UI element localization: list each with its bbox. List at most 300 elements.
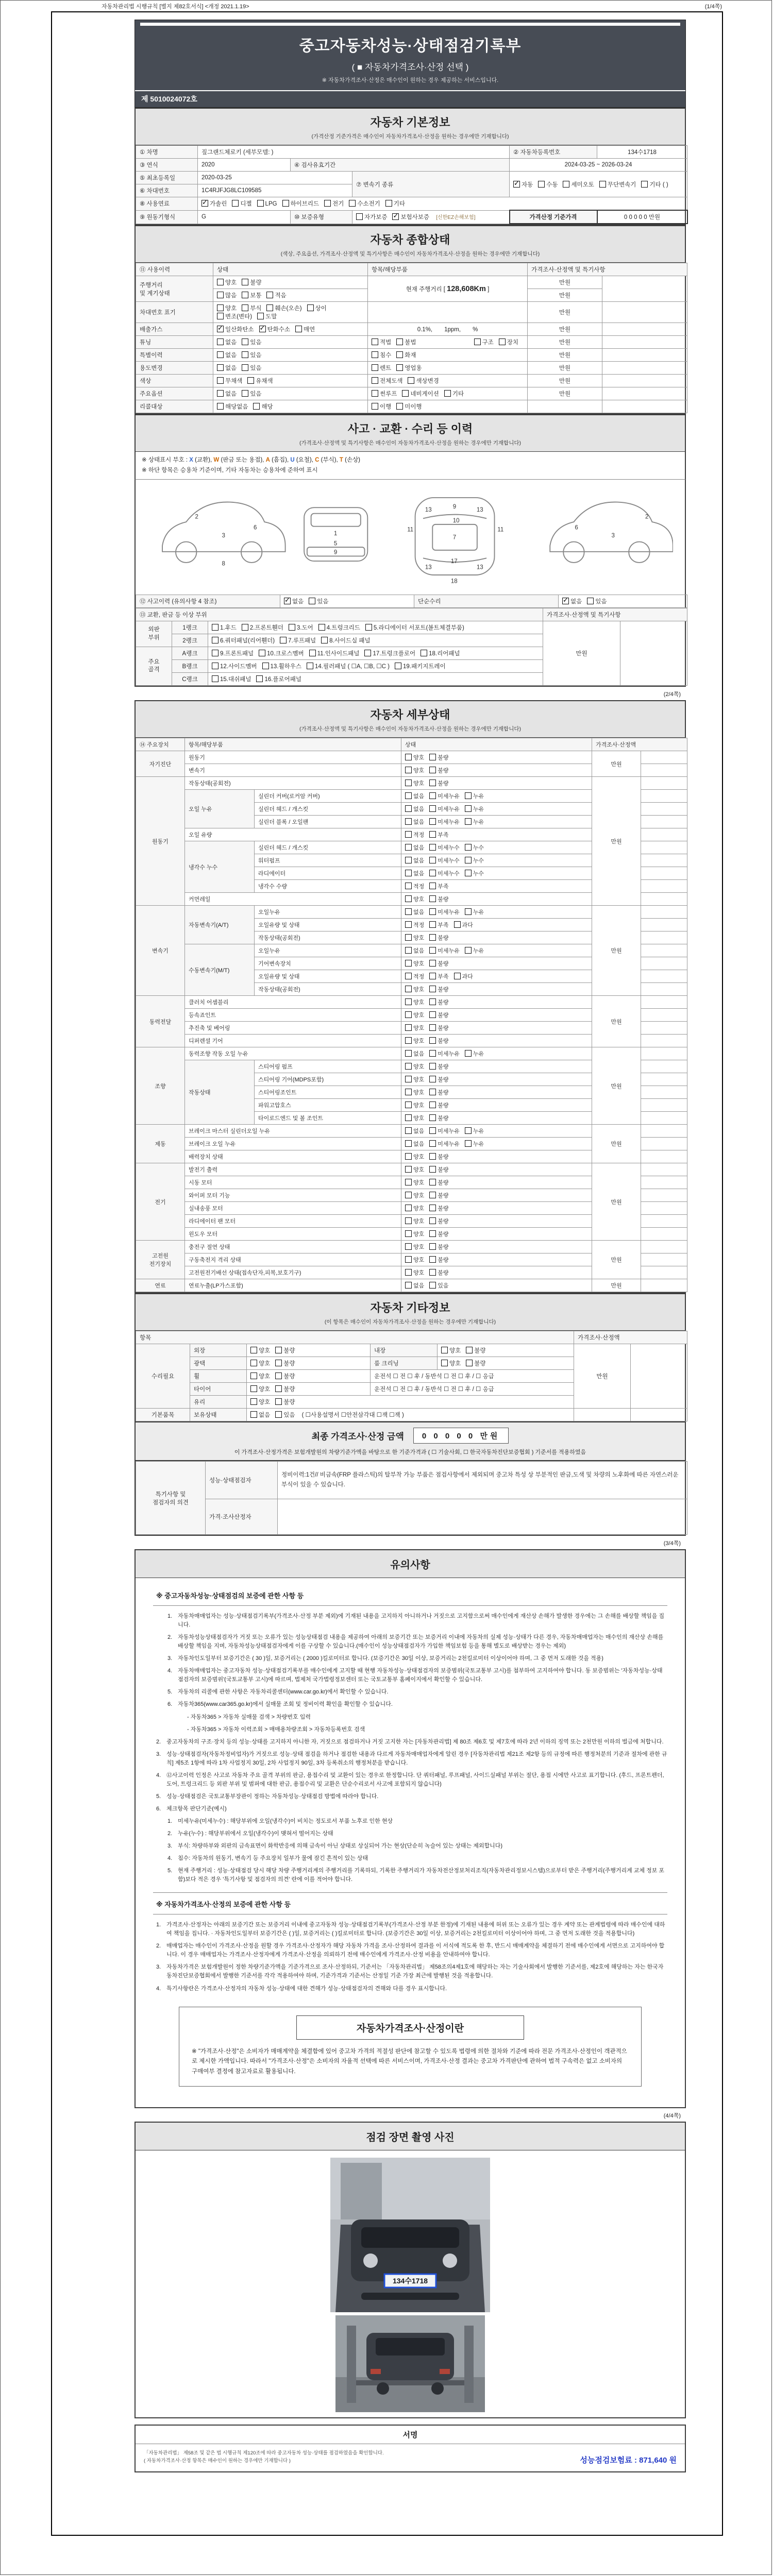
unchecked-checkbox-icon: [242, 364, 248, 371]
checkbox-option[interactable]: 11.인사이드패널: [309, 649, 360, 657]
checkbox-option[interactable]: 양호: [405, 1191, 424, 1199]
svg-text:2: 2: [645, 514, 649, 520]
checkbox-option[interactable]: 불량: [275, 1359, 295, 1367]
checkbox-option[interactable]: 적정: [405, 972, 424, 980]
unchecked-checkbox-icon: [217, 292, 224, 298]
checkbox-option[interactable]: 4.트렁크리드: [318, 623, 360, 632]
checkbox-option[interactable]: 양호: [405, 959, 424, 968]
unchecked-checkbox-icon: [212, 637, 219, 643]
checkbox-option[interactable]: ✓ 가솔린: [202, 198, 227, 207]
unchecked-checkbox-icon: [429, 779, 436, 786]
checkbox-option[interactable]: 양호: [441, 1359, 461, 1367]
checkbox-option[interactable]: 전체도색: [372, 377, 402, 385]
warranty-options: 자가보증 ✓ 보험사보증 [신한EZ손해보험]: [352, 210, 510, 224]
unchecked-checkbox-icon: [242, 304, 248, 311]
checkbox-option[interactable]: 19.패키지트레이: [395, 662, 446, 670]
checkbox-option[interactable]: 없음: [405, 843, 424, 852]
checkbox-option[interactable]: ✓ 자동: [514, 179, 533, 188]
checkbox-option[interactable]: 양호: [405, 1011, 424, 1019]
checkbox-option[interactable]: 불량: [429, 1178, 448, 1187]
checkbox-option[interactable]: 영업용: [396, 364, 422, 372]
checkbox-option[interactable]: 없음: [405, 1049, 424, 1058]
checkbox-option[interactable]: 불량: [275, 1398, 295, 1406]
unchecked-checkbox-icon: [474, 338, 481, 345]
checkbox-option[interactable]: 누수: [465, 856, 484, 865]
checkbox-option[interactable]: 적정: [405, 831, 424, 839]
unchecked-checkbox-icon: [349, 200, 356, 207]
checkbox-option[interactable]: 없음: [405, 869, 424, 877]
checkbox-option[interactable]: 누유: [465, 946, 484, 955]
checkbox-option[interactable]: 색상변경: [408, 377, 439, 385]
checkbox-option[interactable]: 부족: [429, 921, 448, 929]
checkbox-option[interactable]: 부식: [242, 304, 261, 312]
checkbox-option[interactable]: 양호: [405, 1037, 424, 1045]
damage-code-C: C: [315, 457, 320, 463]
unchecked-checkbox-icon: [429, 1153, 436, 1160]
checkbox-option[interactable]: 7.루프패널: [280, 636, 316, 645]
unchecked-checkbox-icon: [405, 1217, 412, 1224]
svg-text:13: 13: [476, 506, 483, 513]
checkbox-option[interactable]: 불량: [429, 934, 448, 942]
page-indicator-4: (4/4쪽): [663, 2113, 681, 2120]
checkbox-option[interactable]: 많음: [217, 291, 237, 299]
checkbox-option[interactable]: 3.도어: [289, 623, 313, 632]
unchecked-checkbox-icon: [429, 934, 436, 941]
checkbox-option[interactable]: 불량: [429, 1217, 448, 1225]
checkbox-option[interactable]: 양호: [405, 1268, 424, 1277]
checkbox-option[interactable]: 렌트: [372, 364, 391, 372]
checkbox-option[interactable]: 양호: [441, 1346, 461, 1354]
checkbox-option[interactable]: 누유: [465, 1127, 484, 1135]
checkbox-option[interactable]: 2.프론트휀더: [242, 623, 283, 632]
checkbox-option[interactable]: 양호: [405, 1075, 424, 1083]
checkbox-option[interactable]: 있음: [275, 1411, 295, 1419]
checkbox-option[interactable]: 적정: [405, 921, 424, 929]
checkbox-option[interactable]: 불량: [429, 959, 448, 968]
unchecked-checkbox-icon: [250, 1372, 257, 1379]
base-price-value: 0 0 0 0 0 만원: [597, 210, 687, 224]
checkbox-option[interactable]: 불법: [396, 338, 416, 346]
unchecked-checkbox-icon: [372, 351, 378, 358]
checkbox-option[interactable]: 없음: [217, 389, 237, 398]
checkbox-option[interactable]: ✓ 없음: [284, 596, 304, 605]
checkbox-option[interactable]: 불량: [429, 1075, 448, 1083]
unchecked-checkbox-icon: [429, 1192, 436, 1198]
checkbox-option[interactable]: 불량: [429, 1114, 448, 1122]
unchecked-checkbox-icon: [318, 624, 325, 631]
checked-checkbox-icon: ✓: [563, 596, 568, 604]
checkbox-option[interactable]: 기타: [385, 199, 405, 208]
checkbox-option[interactable]: 없음: [405, 792, 424, 800]
unchecked-checkbox-icon: [429, 1114, 436, 1121]
checkbox-option[interactable]: 불량: [429, 1243, 448, 1251]
checkbox-option[interactable]: 양호: [217, 304, 237, 312]
unchecked-checkbox-icon: [217, 304, 224, 311]
checkbox-option[interactable]: 자가보증: [356, 213, 387, 221]
checkbox-option[interactable]: 불량: [429, 1088, 448, 1096]
unchecked-checkbox-icon: [232, 200, 239, 207]
unchecked-checkbox-icon: [465, 870, 472, 876]
checkbox-option[interactable]: 양호: [405, 1230, 424, 1238]
vin-value: 1C4RJFJG8LC109585: [198, 184, 352, 197]
checkbox-option[interactable]: 불량: [242, 278, 261, 286]
checkbox-option[interactable]: 과다: [454, 921, 473, 929]
checkbox-option[interactable]: 없음: [217, 338, 237, 346]
basic-info-table: ① 차명 짚그랜드체로키 (세부모델: ) ② 자동차등록번호 134수1718 ③ 연식 2020 ④ 검사유효기간 2024-03-25 ~ 2026-03-24 ⑤ 최초등록일 2020-03-25 ⑦ 변속기 종류 ✓ 자동 수동 세미오토 무단변속기 기타 ( ) ⑥ 차대번호 1C4RJFJG8LC109585 ⑧ 사용연료 ✓ 가솔린 디젤 LPG 하이브리드 전기 수소전기 기타 ⑨ 원동기형식 G ⑩ 보증유형 자가보증 ✓ 보험사보증 [신한EZ손해보험] 가격산정 기준가격 0 0 0 0 0 만원: [136, 145, 688, 224]
final-price-note: 이 가격조사·산정가격은 보험개발원의 차량기준가액을 바탕으로 한 기준가격과 ( ☐ 기술사회, ☐ 한국자동차진단보증협회 ) 기준서를 적용하였음: [234, 1449, 586, 1456]
checkbox-option[interactable]: 불량: [429, 753, 448, 761]
checkbox-option[interactable]: 누유: [465, 1140, 484, 1148]
unchecked-checkbox-icon: [429, 831, 436, 838]
checkbox-option[interactable]: 불량: [429, 1153, 448, 1161]
checkbox-option[interactable]: 전기: [324, 199, 344, 208]
checkbox-option[interactable]: 미세누유: [429, 805, 460, 813]
unchecked-checkbox-icon: [405, 1011, 412, 1018]
checkbox-option[interactable]: 없음: [405, 908, 424, 916]
checkbox-option[interactable]: 불량: [429, 1024, 448, 1032]
checkbox-option[interactable]: 과다: [454, 972, 473, 980]
checkbox-option[interactable]: 하이브리드: [282, 199, 320, 208]
form-title: 중고자동차성능·상태점검기록부: [299, 38, 522, 55]
damage-code-W: W: [213, 457, 220, 463]
checkbox-option[interactable]: 세미오토: [563, 180, 594, 189]
checkbox-option[interactable]: 불량: [429, 895, 448, 903]
checkbox-option[interactable]: 불량: [429, 1101, 448, 1109]
checkbox-option[interactable]: 미세누유: [429, 946, 460, 955]
etc-table-wrap: [135, 1331, 686, 1422]
checkbox-option[interactable]: 8.사이드실 패널: [321, 636, 370, 645]
checkbox-option[interactable]: 적법: [372, 338, 391, 346]
checkbox-option[interactable]: 불량: [275, 1372, 295, 1380]
final-price-value: 0 0 0 0 0 만원: [413, 1428, 509, 1444]
checkbox-option[interactable]: 변조(변타): [217, 312, 252, 320]
checkbox-option[interactable]: 장치: [499, 338, 518, 346]
checkbox-option[interactable]: 누유: [465, 1049, 484, 1058]
section-overall-header: [135, 225, 686, 263]
checkbox-option[interactable]: 10.크로스멤버: [259, 649, 304, 657]
checkbox-option[interactable]: 양호: [405, 1243, 424, 1251]
checkbox-option[interactable]: 양호: [405, 1165, 424, 1174]
checkbox-option[interactable]: 12.사이드멤버: [212, 662, 257, 670]
unchecked-checkbox-icon: [405, 947, 412, 954]
checkbox-option[interactable]: 불량: [429, 1191, 448, 1199]
checkbox-option[interactable]: 양호: [405, 1153, 424, 1161]
fuel-options: [198, 197, 687, 211]
checkbox-option[interactable]: 9.프론트패널: [212, 649, 254, 657]
checkbox-option[interactable]: 불량: [429, 998, 448, 1006]
checkbox-option[interactable]: 침수: [372, 351, 391, 359]
unchecked-checkbox-icon: [405, 1114, 412, 1121]
checkbox-option[interactable]: 양호: [405, 998, 424, 1006]
checkbox-option[interactable]: 18.리어패널: [421, 649, 460, 657]
unchecked-checkbox-icon: [405, 1256, 412, 1263]
checkbox-option[interactable]: 부족: [429, 972, 448, 980]
notice-item: 3. 부식: 차량하부와 외판의 금속표면이 화학반응에 의해 금속이 아닌 상태로 상실되어 가는 현상(단순히 녹슬어 있는 상태는 제외합니다): [167, 1843, 503, 1850]
checkbox-option[interactable]: 양호: [405, 753, 424, 761]
notice-item: 1. 미세누유(미세누수) : 해당부위에 오일(냉각수)이 비치는 정도로서 부품 노후로 인한 현상: [167, 1818, 393, 1824]
checkbox-option[interactable]: 미세누수: [429, 843, 460, 852]
form-title-block: [135, 20, 686, 108]
checkbox-option[interactable]: 불량: [275, 1346, 295, 1354]
checkbox-option[interactable]: 누유: [465, 805, 484, 813]
checkbox-option[interactable]: 없음: [405, 856, 424, 865]
unchecked-checkbox-icon: [372, 390, 378, 397]
checkbox-option[interactable]: 미세누수: [429, 869, 460, 877]
notice-item: 3. 자동차가격은 보험개발원이 정한 차량기준가액을 기준가격으로 조사·산정하되, 기준서는 「자동차관리법」 제58조의4제1호에 해당하는 자는 기술사회에서 발행한 기준서를, 제2호에 해당하는 자는 한국자동차진단보증협회에서 발행한 기준서를 각각 적용하여야 하며, 기준가격과 기준서는 산정일 기준 가장 최근에 발행된 것을 적용합니다.: [156, 1964, 664, 1979]
section-basic-title: 자동차 기본정보: [370, 116, 450, 129]
svg-text:13: 13: [425, 506, 432, 513]
checkbox-option[interactable]: 14.필러패널 ( ☐A, ☐B, ☐C ): [307, 662, 390, 670]
checkbox-option[interactable]: 불량: [429, 1165, 448, 1174]
checkbox-option[interactable]: 있음: [429, 1281, 448, 1290]
checkbox-option[interactable]: 없음: [405, 818, 424, 826]
checkbox-option[interactable]: 양호: [250, 1385, 270, 1393]
checkbox-option[interactable]: 불량: [466, 1346, 485, 1354]
checkbox-option[interactable]: 매연: [295, 325, 315, 333]
unchecked-checkbox-icon: [372, 377, 378, 384]
checkbox-option[interactable]: 유채색: [247, 377, 273, 385]
unchecked-checkbox-icon: [242, 338, 248, 345]
checkbox-option[interactable]: 양호: [405, 766, 424, 774]
checkbox-option[interactable]: 구조: [474, 338, 494, 346]
unchecked-checkbox-icon: [275, 1398, 282, 1405]
checkbox-option[interactable]: 누유: [465, 818, 484, 826]
checkbox-option[interactable]: 네비게이션: [402, 389, 439, 398]
damage-code-X: X: [189, 457, 193, 463]
checkbox-option[interactable]: 불량: [429, 985, 448, 993]
unchecked-checkbox-icon: [429, 895, 436, 902]
unchecked-checkbox-icon: [405, 1024, 412, 1031]
checkbox-option[interactable]: 양호: [405, 1178, 424, 1187]
checkbox-option[interactable]: ✓ 없음: [563, 596, 582, 605]
checkbox-option[interactable]: 불량: [466, 1359, 485, 1367]
checkbox-option[interactable]: 양호: [405, 1088, 424, 1096]
checkbox-option[interactable]: 부족: [429, 882, 448, 890]
checkbox-option[interactable]: 있음: [242, 364, 261, 372]
notice-item: - 자동차365 > 자동차 이력조회 > 매매용차량조회 > 자동차등록번호 검색: [187, 1726, 365, 1733]
unchecked-checkbox-icon: [275, 1360, 282, 1366]
checkbox-option[interactable]: ✓ 보험사보증: [393, 212, 429, 221]
checkbox-option[interactable]: 있음: [309, 597, 328, 605]
svg-text:3: 3: [611, 532, 615, 539]
checkbox-option[interactable]: 미세누유: [429, 818, 460, 826]
unchecked-checkbox-icon: [465, 818, 472, 825]
checkbox-option[interactable]: 없음: [405, 805, 424, 813]
checkbox-option[interactable]: 없음: [250, 1411, 270, 1419]
checkbox-option[interactable]: 불량: [275, 1385, 295, 1393]
unchecked-checkbox-icon: [266, 304, 273, 311]
unchecked-checkbox-icon: [465, 947, 472, 954]
checkbox-option[interactable]: 양호: [405, 934, 424, 942]
checkbox-option[interactable]: 누유: [465, 792, 484, 800]
unchecked-checkbox-icon: [429, 1269, 436, 1276]
unchecked-checkbox-icon: [295, 326, 302, 332]
checkbox-option[interactable]: 없음: [405, 946, 424, 955]
unchecked-checkbox-icon: [465, 844, 472, 851]
checkbox-option[interactable]: 무채색: [217, 377, 242, 385]
checkbox-option[interactable]: 없음: [217, 351, 237, 359]
top-meta-row: [1, 1, 771, 11]
checkbox-option[interactable]: 양호: [405, 1204, 424, 1212]
unchecked-checkbox-icon: [563, 181, 569, 188]
checkbox-option[interactable]: 미세누유: [429, 1127, 460, 1135]
checkbox-option[interactable]: 16.플로어패널: [256, 675, 301, 683]
checkbox-option[interactable]: 화재: [396, 351, 416, 359]
panel-rank-table: ⑬ 교환, 판금 등 이상 부위 가격조사·산정액 및 특기사항 외판 부위 1랭크 1.후드 2.프론트휀더 3.도어 4.트렁크리드 5.라디에이터 서포트(볼트체결부품) 만원 2랭크 6.쿼터패널(리어휀더) 7.루프패널 8.사이드실 패널 주요 골격 A랭크 9.프론트패널 10.크로스멤버 11.인사이드패널 17.트렁크플로어 18.리어패널 B랭크 12.사이드멤버 13.휠하우스 14.필러패널 ( ☐A, ☐B, ☐C ) 19.패키지트레이 C랭크 15.대쉬패널 16.플로어패널: [136, 608, 687, 686]
unchecked-checkbox-icon: [429, 870, 436, 876]
checkbox-option[interactable]: 양호: [250, 1346, 270, 1354]
checkbox-option[interactable]: 누유: [465, 908, 484, 916]
checkbox-option[interactable]: 17.트렁크플로어: [364, 649, 415, 657]
checkbox-option[interactable]: 미세누유: [429, 908, 460, 916]
unchecked-checkbox-icon: [262, 663, 269, 669]
checkbox-option[interactable]: LPG: [257, 200, 277, 207]
checkbox-option[interactable]: 불량: [429, 1230, 448, 1238]
simple-repair-options: [559, 595, 687, 608]
final-price-label: 최종 가격조사·산정 금액: [311, 1432, 404, 1442]
checkbox-option[interactable]: 양호: [250, 1398, 270, 1406]
unchecked-checkbox-icon: [429, 1076, 436, 1082]
checkbox-option[interactable]: 양호: [250, 1372, 270, 1380]
unchecked-checkbox-icon: [405, 1230, 412, 1237]
checkbox-option[interactable]: 5.라디에이터 서포트(볼트체결부품): [365, 623, 464, 632]
checkbox-option[interactable]: 보통: [242, 291, 261, 299]
notice-items-2: [153, 1921, 667, 1993]
unchecked-checkbox-icon: [429, 1243, 436, 1250]
checkbox-option[interactable]: 디젤: [232, 199, 251, 208]
checkbox-option[interactable]: 무단변속기: [599, 180, 636, 189]
checkbox-option[interactable]: 있음: [242, 389, 261, 398]
unchecked-checkbox-icon: [405, 1166, 412, 1173]
checkbox-option[interactable]: 이행: [372, 402, 391, 411]
checked-checkbox-icon: ✓: [393, 212, 399, 219]
checkbox-option[interactable]: 있음: [242, 351, 261, 359]
checkbox-option[interactable]: 양호: [405, 1217, 424, 1225]
checkbox-option[interactable]: 있음: [587, 597, 607, 605]
checkbox-option[interactable]: 없음: [405, 1127, 424, 1135]
checkbox-option[interactable]: 미세누수: [429, 856, 460, 865]
checkbox-option[interactable]: 양호: [405, 1101, 424, 1109]
checkbox-option[interactable]: 13.휠하우스: [262, 662, 301, 670]
checkbox-option[interactable]: 양호: [405, 895, 424, 903]
checkbox-option[interactable]: 누수: [465, 843, 484, 852]
svg-text:7: 7: [452, 534, 457, 541]
svg-text:9: 9: [333, 549, 338, 556]
checkbox-option[interactable]: 불량: [429, 1256, 448, 1264]
checkbox-option[interactable]: 미세누유: [429, 792, 460, 800]
unchecked-checkbox-icon: [429, 818, 436, 825]
unchecked-checkbox-icon: [429, 1140, 436, 1147]
checkbox-option[interactable]: 양호: [405, 1024, 424, 1032]
unchecked-checkbox-icon: [429, 1063, 436, 1070]
checkbox-option[interactable]: 부족: [429, 831, 448, 839]
checkbox-option[interactable]: 불량: [429, 1062, 448, 1071]
checkbox-option[interactable]: 양호: [217, 278, 237, 286]
checkbox-option[interactable]: 적정: [405, 882, 424, 890]
checkbox-option[interactable]: 양호: [405, 1114, 424, 1122]
checkbox-option[interactable]: 6.쿼터패널(리어휀더): [212, 636, 275, 645]
notice-item: 2. 중고자동차의 구조·장치 등의 성능·상태를 고지하지 아니한 자, 거짓으로 점검하거나 거짓 고지한 자는 [자동차관리법] 제 80조 제6호 및 제7호에 따라 2년 이하의 징역 또는 2천만원 이하의 벌금에 처합니다.: [156, 1738, 664, 1745]
unchecked-checkbox-icon: [217, 313, 224, 319]
unchecked-checkbox-icon: [289, 624, 295, 631]
unchecked-checkbox-icon: [372, 338, 378, 345]
page-indicator-3: (3/4쪽): [663, 1540, 681, 1547]
checkbox-option[interactable]: 미세누유: [429, 1049, 460, 1058]
notice-subtitle-2: ※ 자동차가격조사·산정의 보증에 관한 사항 등: [153, 1892, 667, 1914]
checkbox-option[interactable]: 양호: [405, 779, 424, 787]
checkbox-option[interactable]: 수소전기: [349, 199, 380, 208]
unchecked-checkbox-icon: [250, 1347, 257, 1353]
checkbox-option[interactable]: 있음: [242, 338, 261, 346]
checkbox-option[interactable]: 없음: [405, 1281, 424, 1290]
vehicle-diagram: [135, 480, 686, 595]
checkbox-option[interactable]: ✓ 탄화수소: [259, 324, 290, 333]
checkbox-option[interactable]: 없음: [217, 364, 237, 372]
svg-text:11: 11: [497, 527, 504, 533]
notice-item: 2. 매매업자는 매수인이 가격조사·산정을 원할 경우 가격조사·산정자가 해당 자동차 가격을 조사·산정하여 결과를 이 서식에 적도록 한 후, 반드시 매매계약을 체결하기 전에 매수인에게 서면으로 고지하여야 합니다. 이 경우 매매업자는 가격조사·산정자에게 가격조사·산정을 의뢰하기 전에 매수인에게 가격조사·산정 비용을 안내하여야 합니다.: [156, 1943, 665, 1958]
unchecked-checkbox-icon: [242, 624, 248, 631]
checkbox-option[interactable]: 불량: [429, 766, 448, 774]
checkbox-option[interactable]: 불량: [429, 1011, 448, 1019]
form-title-note: ※ 자동차가격조사·산정은 매수인이 원하는 경우 제공하는 서비스입니다.: [322, 77, 499, 83]
unchecked-checkbox-icon: [429, 998, 436, 1005]
checkbox-option[interactable]: ✓ 일산화탄소: [217, 324, 254, 333]
transmission-options: [510, 172, 687, 197]
checkbox-option[interactable]: 불량: [429, 779, 448, 787]
signature-section: [135, 2425, 686, 2472]
checkbox-option[interactable]: 15.대쉬패널: [212, 675, 251, 683]
section-basic-note: (가격산정 기준가격은 매수인이 자동차가격조사·산정을 원하는 경우에만 기재합니다): [311, 133, 509, 140]
unchecked-checkbox-icon: [405, 1050, 412, 1057]
checkbox-option[interactable]: 불량: [429, 1204, 448, 1212]
checkbox-option[interactable]: 불량: [429, 1037, 448, 1045]
unchecked-checkbox-icon: [405, 1101, 412, 1108]
unchecked-checkbox-icon: [429, 1101, 436, 1108]
checkbox-option[interactable]: 해당없음: [217, 402, 248, 411]
checkbox-option[interactable]: 양호: [250, 1359, 270, 1367]
accident-history-options: [280, 595, 414, 608]
checkbox-option[interactable]: 미이행: [396, 402, 422, 411]
checkbox-option[interactable]: 적음: [266, 291, 286, 299]
checkbox-option[interactable]: 훼손(오손): [266, 304, 301, 312]
checkbox-option[interactable]: 기타 ( ): [641, 180, 668, 189]
checkbox-option[interactable]: 양호: [405, 1062, 424, 1071]
section-detail-title: 자동차 세부상태: [370, 708, 450, 722]
legend-line2: ※ 하단 항목은 승용차 기준이며, 기타 자동차는 승용차에 준하여 표시: [142, 467, 318, 473]
checkbox-option[interactable]: 미세누유: [429, 1140, 460, 1148]
checkbox-option[interactable]: 도말: [257, 312, 277, 320]
page-indicator-1: (1/4쪽): [704, 4, 722, 10]
checkbox-option[interactable]: 수동: [538, 180, 558, 189]
checked-checkbox-icon: ✓: [284, 596, 290, 604]
checkbox-option[interactable]: 없음: [405, 1140, 424, 1148]
checkbox-option[interactable]: 상이: [307, 304, 327, 312]
unchecked-checkbox-icon: [538, 181, 545, 188]
unchecked-checkbox-icon: [441, 1347, 448, 1353]
checkbox-option[interactable]: 썬루프: [372, 389, 397, 398]
notice-item: 3. 성능·상태점검자(자동차정비업자)가 거짓으로 성능·상태 점검을 하거나 점검한 내용과 다르게 자동차매매업자에게 알린 경우 [자동차관리법 제21조 제2항 등의 규정에 따른 행정처분의 기준과 절차에 관한 규칙] 제5조 1항에 따라 1차 사업정지 30일, 2차 사업정지 90일, 3차 등록취소의 행정처분을 받습니다.: [156, 1751, 667, 1766]
unchecked-checkbox-icon: [253, 403, 260, 410]
checkbox-option[interactable]: 누수: [465, 869, 484, 877]
checkbox-option[interactable]: 양호: [405, 985, 424, 993]
unchecked-checkbox-icon: [454, 973, 461, 979]
checkbox-option[interactable]: 해당: [253, 402, 273, 411]
checkbox-option[interactable]: 양호: [405, 1256, 424, 1264]
checkbox-option[interactable]: 불량: [429, 1268, 448, 1277]
notice-item: 6. 체크항목 판단기준(예시): [156, 1805, 227, 1812]
checkbox-option[interactable]: 기타: [444, 389, 464, 398]
checkbox-option[interactable]: 1.후드: [212, 623, 237, 632]
